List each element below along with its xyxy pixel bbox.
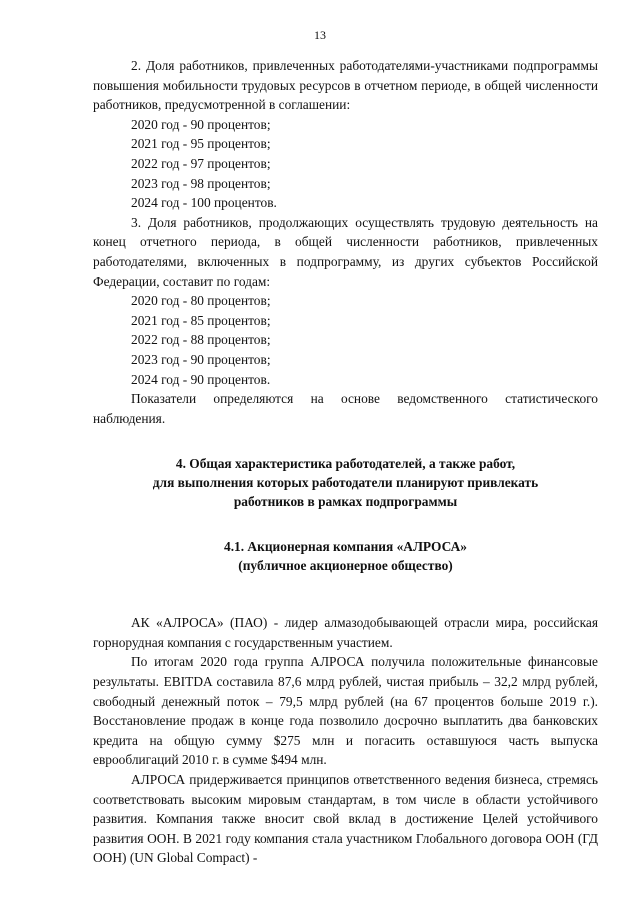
section-4-1-heading — [93, 537, 598, 575]
section-4-heading-line: для выполнения которых работодатели планируют привлекать — [152, 475, 539, 491]
paragraph-sustainability: АЛРОСА придерживается принципов ответственного ведения бизнеса, стремясь соответствовать высоким мировым стандартам, в том числе в области устойчивого развития. Компания также вносит свой вклад в достижение Целей устойчивого развития ООН. В 2021 году компания стала участником Глобального договора ООН (ГД ООН) (UN Global Compact) - — [93, 772, 598, 866]
indicators-note: Показатели определяются на основе ведомственного статистического наблюдения. — [93, 391, 598, 426]
section-3-item: 2023 год - 90 процентов; — [131, 351, 271, 367]
section-3-item: 2020 год - 80 процентов; — [131, 293, 271, 309]
section-2-item: 2023 год - 98 процентов; — [131, 175, 271, 191]
section-2-intro: 2. Доля работников, привлеченных работодателями-участниками подпрограммы повышения мобильности трудовых ресурсов в отчетном периоде, в общей численности работников, предусмотренной в соглашении: — [93, 58, 598, 113]
section-3-item: 2021 год - 85 процентов; — [131, 312, 271, 328]
paragraph-alrosa-intro: АК «АЛРОСА» (ПАО) - лидер алмазодобывающей отрасли мира, российская горнорудная компания с государственным участием. — [93, 615, 598, 650]
section-4-1-heading-line: (публичное акционерное общество) — [238, 558, 453, 574]
page-number: 13 — [314, 28, 326, 42]
section-3-intro: 3. Доля работников, продолжающих осуществлять трудовую деятельность на конец отчетного периода, в общей численности работников, привлеченных работодателями, включенных в подпрограмму, из других субъектов Российской Федерации, составит по годам: — [93, 214, 598, 289]
section-4-heading-line: работников в рамках подпрограммы — [233, 494, 458, 510]
section-4-1-heading-line: 4.1. Акционерная компания «АЛРОСА» — [224, 539, 467, 555]
section-2-item: 2021 год - 95 процентов; — [131, 136, 271, 152]
section-4-heading-line: 4. Общая характеристика работодателей, а также работ, — [175, 456, 516, 472]
section-3-item: 2022 год - 88 процентов; — [131, 332, 271, 348]
document-body — [93, 56, 598, 868]
section-2-item: 2024 год - 100 процентов. — [131, 195, 277, 211]
section-2-item: 2022 год - 97 процентов; — [131, 155, 271, 171]
section-2-item: 2020 год - 90 процентов; — [131, 116, 271, 132]
section-4-heading — [93, 454, 598, 511]
section-3-item: 2024 год - 90 процентов. — [131, 371, 271, 387]
paragraph-financial-results: По итогам 2020 года группа АЛРОСА получила положительные финансовые результаты. EBITDA составила 87,6 млрд рублей, чистая прибыль – 32,2 млрд рублей, свободный денежный поток – 79,5 млрд рублей (на 67 процентов больше 2019 г.). Восстановление продаж в конце года позволило досрочно выплатить два банковских кредита на общую сумму $275 млн и погасить оставшуюся часть выпуска еврооблигаций 2010 г. в сумме $494 млн. — [93, 654, 598, 768]
